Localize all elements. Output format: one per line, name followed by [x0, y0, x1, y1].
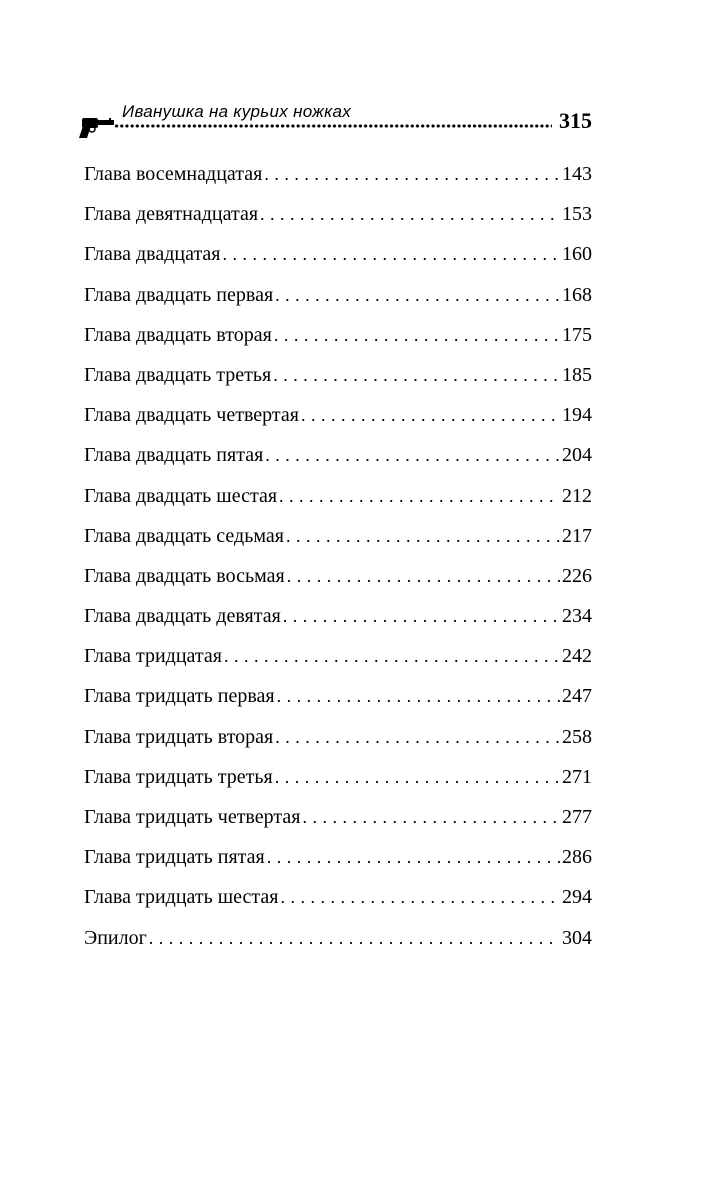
toc-entry-page: 242 [562, 645, 592, 668]
toc-leader-dots [264, 160, 560, 188]
toc-leader-dots [273, 361, 560, 389]
toc-entry [84, 361, 592, 401]
toc-leader-dots [267, 843, 560, 871]
toc-entry-page: 194 [562, 404, 592, 427]
toc-entry-page: 217 [562, 524, 592, 547]
toc-entry [84, 522, 592, 562]
toc-entry-page: 204 [562, 444, 592, 467]
toc-entry-title: Глава двадцать вторая [84, 323, 272, 346]
toc-entry [84, 321, 592, 361]
toc-entry [84, 482, 592, 522]
toc-leader-dots [275, 763, 560, 791]
toc-entry [84, 723, 592, 763]
toc-entry-title: Глава тридцатая [84, 645, 222, 668]
toc-leader-dots [223, 240, 560, 268]
toc-entry-page: 185 [562, 363, 592, 386]
toc-leader-dots [224, 642, 560, 670]
toc-leader-dots [275, 723, 560, 751]
toc-entry [84, 200, 592, 240]
header-dotted-rule [114, 124, 552, 128]
toc-entry-title: Эпилог [84, 926, 147, 949]
toc-entry-page: 153 [562, 203, 592, 226]
toc-entry-page: 168 [562, 283, 592, 306]
toc-entry-title: Глава двадцать шестая [84, 484, 278, 507]
toc-entry-page: 212 [562, 484, 592, 507]
toc-entry-title: Глава двадцатая [84, 243, 221, 266]
toc-entry-title: Глава двадцать первая [84, 283, 274, 306]
toc-entry-page: 247 [562, 685, 592, 708]
revolver-icon [78, 117, 114, 139]
toc-entry [84, 401, 592, 441]
table-of-contents [84, 160, 592, 964]
toc-entry [84, 924, 592, 964]
toc-entry-page: 226 [562, 564, 592, 587]
toc-leader-dots [301, 401, 560, 429]
toc-entry [84, 602, 592, 642]
toc-entry-page: 175 [562, 323, 592, 346]
toc-entry [84, 642, 592, 682]
toc-entry-title: Глава двадцать третья [84, 363, 272, 386]
toc-leader-dots [302, 803, 560, 831]
running-title: Иванушка на курьих ножках [122, 102, 352, 121]
toc-entry-title: Глава тридцать вторая [84, 725, 274, 748]
toc-entry-page: 143 [562, 163, 592, 185]
toc-entry-page: 277 [562, 806, 592, 828]
toc-entry [84, 803, 592, 843]
toc-entry-page: 294 [562, 886, 592, 909]
toc-entry [84, 281, 592, 321]
toc-leader-dots [280, 883, 560, 911]
toc-leader-dots [283, 602, 560, 630]
toc-entry-page: 271 [562, 765, 592, 788]
toc-leader-dots [260, 200, 560, 228]
toc-entry-title: Глава двадцать восьмая [84, 564, 285, 587]
toc-leader-dots [279, 482, 560, 510]
toc-entry-title: Глава тридцать шестая [84, 886, 279, 909]
toc-leader-dots [287, 562, 560, 590]
toc-leader-dots [275, 281, 560, 309]
toc-entry [84, 441, 592, 481]
toc-entry-title: Глава тридцать пятая [84, 846, 265, 869]
toc-leader-dots [274, 321, 560, 349]
toc-entry [84, 682, 592, 722]
toc-entry-title: Глава двадцать четвертая [84, 404, 299, 427]
toc-entry [84, 160, 592, 200]
toc-entry [84, 883, 592, 923]
toc-entry-title: Глава двадцать пятая [84, 444, 264, 467]
toc-entry [84, 843, 592, 883]
toc-entry-title: Глава двадцать девятая [84, 605, 281, 628]
toc-entry [84, 240, 592, 280]
toc-entry-page: 286 [562, 846, 592, 869]
toc-entry-title: Глава тридцать первая [84, 685, 275, 708]
toc-entry-page: 160 [562, 243, 592, 266]
toc-entry-title: Глава восемнадцатая [84, 163, 263, 185]
toc-leader-dots [277, 682, 560, 710]
toc-entry-title: Глава девятнадцатая [84, 203, 259, 226]
toc-leader-dots [265, 441, 560, 469]
toc-entry-title: Глава двадцать седьмая [84, 524, 284, 547]
toc-entry-page: 234 [562, 605, 592, 628]
toc-entry-page: 258 [562, 725, 592, 748]
toc-entry-page: 304 [562, 926, 592, 949]
toc-entry-title: Глава тридцать третья [84, 765, 273, 788]
toc-entry [84, 763, 592, 803]
toc-entry [84, 562, 592, 602]
page-header [78, 98, 592, 138]
page-number: 315 [559, 108, 592, 133]
toc-leader-dots [149, 924, 560, 952]
toc-leader-dots [286, 522, 560, 550]
toc-entry-title: Глава тридцать четвертая [84, 806, 301, 828]
